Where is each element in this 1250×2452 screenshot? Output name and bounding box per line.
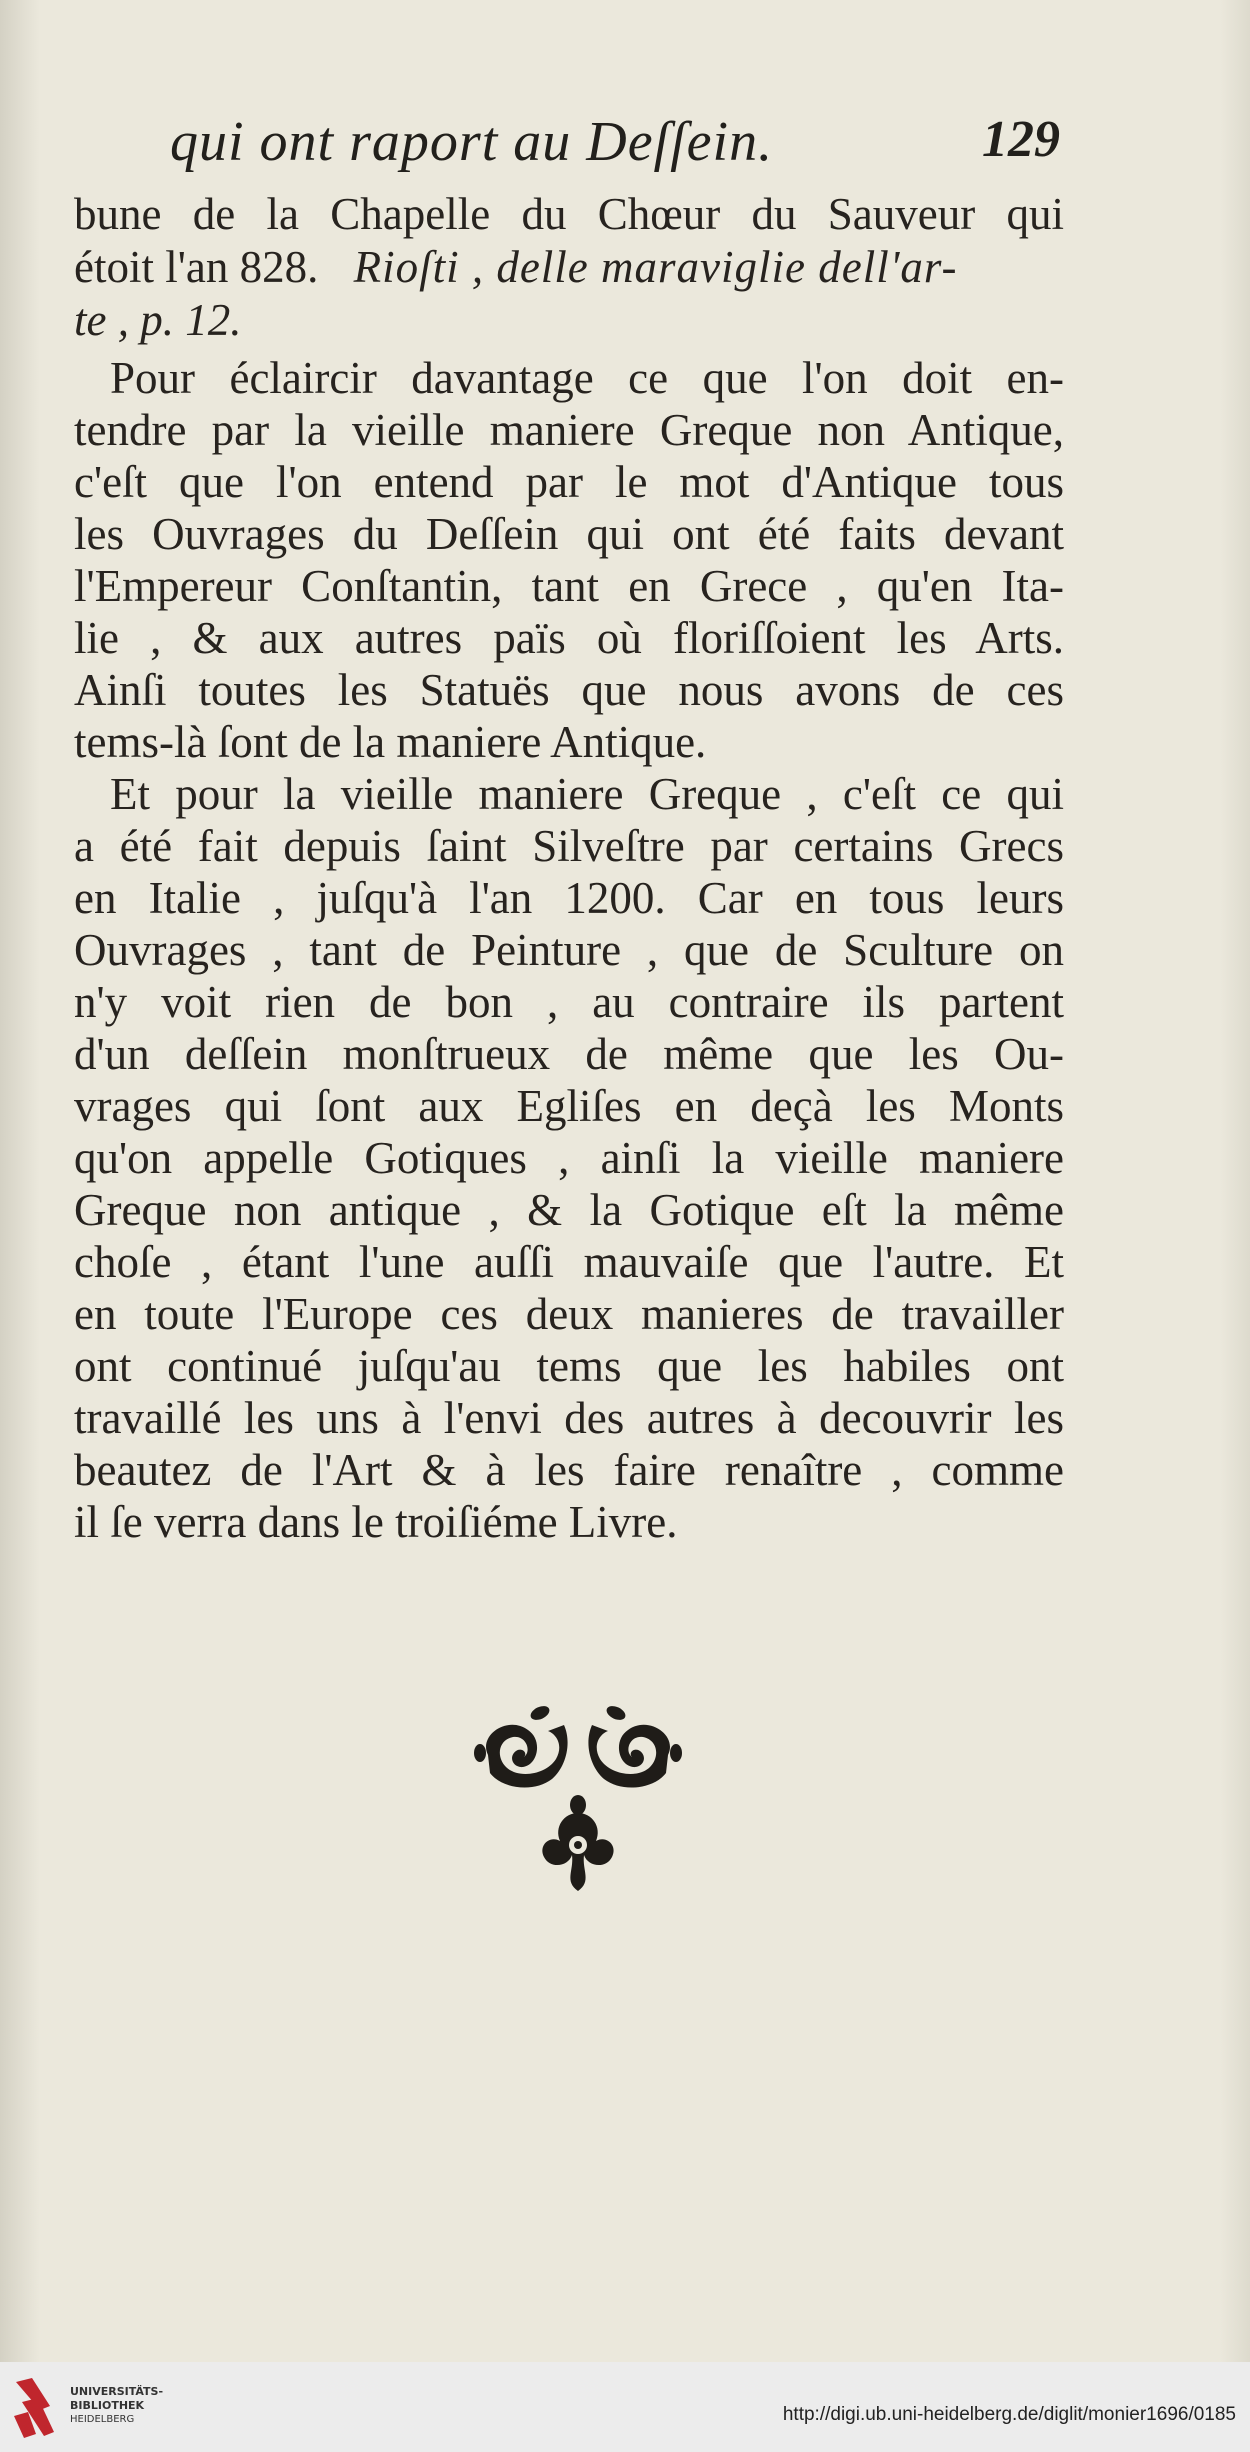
text-line: Et pour la vieille maniere Greque , c'eſt ce qui <box>110 769 1064 819</box>
library-line: HEIDELBERG <box>70 2414 135 2425</box>
text-line: en Italie , juſqu'à l'an 1200. Car en tous leurs <box>74 873 1064 923</box>
text-line: Greque non antique , & la Gotique eſt la même <box>74 1185 1064 1235</box>
text-line: tendre par la vieille maniere Greque non Antique, <box>74 405 1064 455</box>
running-head: qui ont raport au Deſſein. <box>170 111 774 173</box>
text-line: c'eſt que l'on entend par le mot d'Antique tous <box>74 457 1064 507</box>
text-line: les Ouvrages du Deſſein qui ont été faits devant <box>74 509 1064 559</box>
text-line: n'y voit rien de bon , au contraire ils partent <box>74 977 1064 1027</box>
text-line: vrages qui ſont aux Egliſes en deçà les Monts <box>74 1081 1064 1131</box>
text-line: d'un deſſein monſtrueux de même que les Ou- <box>74 1029 1064 1079</box>
library-line: UNIVERSITÄTS- <box>70 2385 164 2398</box>
text-line: beautez de l'Art & à les faire renaître , comme <box>74 1445 1064 1495</box>
text-line: tems-là ſont de la maniere Antique. <box>74 717 707 767</box>
text-line: l'Empereur Conſtantin, tant en Grece , qu'en Ita- <box>74 561 1064 611</box>
text-line: bune de la Chapelle du Chœur du Sauveur qui <box>74 189 1064 239</box>
text-line: travaillé les uns à l'envi des autres à decouvrir les <box>74 1393 1064 1443</box>
text-line: qu'on appelle Gotiques , ainſi la vieille maniere <box>74 1133 1064 1183</box>
page-number: 129 <box>982 111 1060 168</box>
text-line: il ſe verra dans le troiſiéme Livre. <box>74 1497 678 1547</box>
source-url-link[interactable]: http://digi.ub.uni-heidelberg.de/diglit/monier1696/0185 <box>782 2404 1236 2425</box>
text-line: lie , & aux autres païs où floriſſoient les Arts. <box>74 613 1064 663</box>
fleuron-ornament-icon <box>468 1695 688 1895</box>
page-header <box>170 110 1060 180</box>
text-line: a été fait depuis ſaint Silveſtre par certains Grecs <box>74 821 1064 871</box>
citation-line: te , p. 12. <box>74 295 242 345</box>
citation-italic: Rioſti , delle maraviglie dell'ar- <box>353 242 958 292</box>
heidelberg-library-logo-icon <box>10 2372 62 2444</box>
text-line: Ouvrages , tant de Peinture , que de Sculture on <box>74 925 1064 975</box>
library-name <box>70 2385 163 2427</box>
text-line: Pour éclaircir davantage ce que l'on doit en- <box>110 353 1064 403</box>
text-line: en toute l'Europe ces deux manieres de travailler <box>74 1289 1064 1339</box>
library-line: BIBLIOTHEK <box>70 2399 145 2412</box>
text-segment: étoit l'an 828. <box>74 242 319 292</box>
text-line: ont continué juſqu'au tems que les habiles ont <box>74 1341 1064 1391</box>
text-line: Ainſi toutes les Statuës que nous avons de ces <box>74 665 1064 715</box>
text-line: choſe , étant l'une auſſi mauvaiſe que l'autre. Et <box>74 1237 1064 1287</box>
text-line <box>74 241 1064 293</box>
